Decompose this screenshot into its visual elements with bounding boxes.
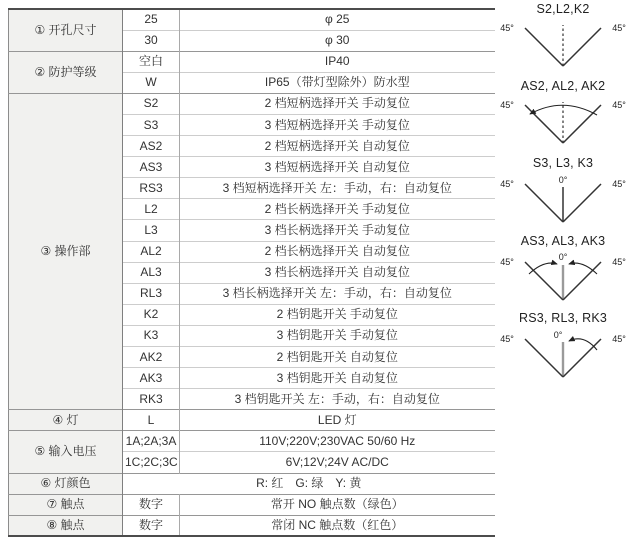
svg-text:0°: 0° [553,330,563,340]
diagram-3pos-auto [494,234,632,303]
desc-cell: 2 档钥匙开关 自动复位 [180,347,495,368]
desc-cell: 3 档短柄选择开关 手动复位 [180,114,495,135]
switch-angle-diagram-icon [494,328,632,380]
diagram-2pos-manual [494,2,632,69]
group-label-lamp-color: ⑥ 灯颜色 [9,473,123,494]
table-row [9,515,495,536]
svg-text:45°: 45° [500,23,514,33]
diagram-2pos-auto [494,79,632,146]
desc-cell: IP65（带灯型除外）防水型 [180,72,495,93]
code-cell: AS3 [123,157,180,178]
desc-cell: φ 25 [180,9,495,30]
code-cell: W [123,72,180,93]
diagram-title: AS2, AL2, AK2 [520,79,606,93]
diagram-title: S3, L3, K3 [532,156,594,170]
svg-text:45°: 45° [612,179,626,189]
diagram-3pos-right-auto [494,311,632,380]
table-row [9,93,495,114]
desc-cell: 常闭 NC 触点数（红色） [180,515,495,536]
code-cell: 25 [123,9,180,30]
svg-text:0°: 0° [558,175,568,185]
desc-cell: 6V;12V;24V AC/DC [180,452,495,473]
switch-angle-diagram-icon [494,173,632,225]
desc-cell: IP40 [180,51,495,72]
svg-text:45°: 45° [500,100,514,110]
desc-cell: 2 档钥匙开关 手动复位 [180,304,495,325]
table-row [9,410,495,431]
table-row [9,51,495,72]
code-cell: S2 [123,93,180,114]
code-cell: L2 [123,199,180,220]
desc-cell-lamp-colors: R: 红 G: 绿 Y: 黄 [123,473,495,494]
svg-text:45°: 45° [612,334,626,344]
code-cell: K2 [123,304,180,325]
switch-angle-diagram-icon [494,19,632,69]
code-cell: RL3 [123,283,180,304]
code-cell: AK2 [123,347,180,368]
table-row [9,494,495,515]
desc-cell: 2 档短柄选择开关 手动复位 [180,93,495,114]
desc-cell: LED 灯 [180,410,495,431]
code-cell: 30 [123,30,180,51]
code-cell: L [123,410,180,431]
desc-cell: 3 档长柄选择开关 自动复位 [180,262,495,283]
desc-cell: φ 30 [180,30,495,51]
table-row [9,431,495,452]
group-label-input-voltage: ⑤ 输入电压 [9,431,123,473]
desc-cell: 3 档短柄选择开关 左：手动，右：自动复位 [180,178,495,199]
svg-text:45°: 45° [612,257,626,267]
group-label-protection: ② 防护等级 [9,51,123,93]
svg-text:0°: 0° [558,252,568,262]
code-cell: RS3 [123,178,180,199]
desc-cell: 3 档钥匙开关 左：手动，右：自动复位 [180,389,495,410]
svg-text:45°: 45° [612,23,626,33]
diagram-title: AS3, AL3, AK3 [520,234,606,248]
code-cell: 空白 [123,51,180,72]
diagram-title: S2,L2,K2 [536,2,590,16]
table-row [9,9,495,30]
code-cell: 数字 [123,494,180,515]
code-cell: AL3 [123,262,180,283]
desc-cell: 2 档长柄选择开关 自动复位 [180,241,495,262]
group-label-contact-no: ⑦ 触点 [9,494,123,515]
code-cell: 1A;2A;3A [123,431,180,452]
desc-cell: 3 档钥匙开关 手动复位 [180,325,495,346]
switch-angle-diagram-icon [494,251,632,303]
code-cell: AK3 [123,368,180,389]
switch-position-diagrams [494,0,632,544]
diagram-3pos-manual [494,156,632,225]
svg-text:45°: 45° [500,179,514,189]
group-label-contact-nc: ⑧ 触点 [9,515,123,536]
code-cell: 数字 [123,515,180,536]
desc-cell: 2 档长柄选择开关 手动复位 [180,199,495,220]
svg-text:45°: 45° [612,100,626,110]
code-cell: L3 [123,220,180,241]
code-cell: AL2 [123,241,180,262]
code-cell: S3 [123,114,180,135]
group-label-operator: ③ 操作部 [9,93,123,409]
code-cell: AS2 [123,136,180,157]
desc-cell: 常开 NO 触点数（绿色） [180,494,495,515]
desc-cell: 3 档长柄选择开关 手动复位 [180,220,495,241]
code-cell: 1C;2C;3C [123,452,180,473]
desc-cell: 3 档钥匙开关 自动复位 [180,368,495,389]
spec-table [8,8,495,537]
desc-cell: 3 档短柄选择开关 自动复位 [180,157,495,178]
switch-angle-diagram-icon [494,96,632,146]
table-row [9,473,495,494]
svg-text:45°: 45° [500,334,514,344]
desc-cell: 3 档长柄选择开关 左：手动，右：自动复位 [180,283,495,304]
group-label-hole-size: ① 开孔尺寸 [9,9,123,51]
diagram-title: RS3, RL3, RK3 [518,311,608,325]
code-cell: K3 [123,325,180,346]
desc-cell: 2 档短柄选择开关 自动复位 [180,136,495,157]
group-label-lamp: ④ 灯 [9,410,123,431]
desc-cell: 110V;220V;230VAC 50/60 Hz [180,431,495,452]
code-cell: RK3 [123,389,180,410]
svg-text:45°: 45° [500,257,514,267]
